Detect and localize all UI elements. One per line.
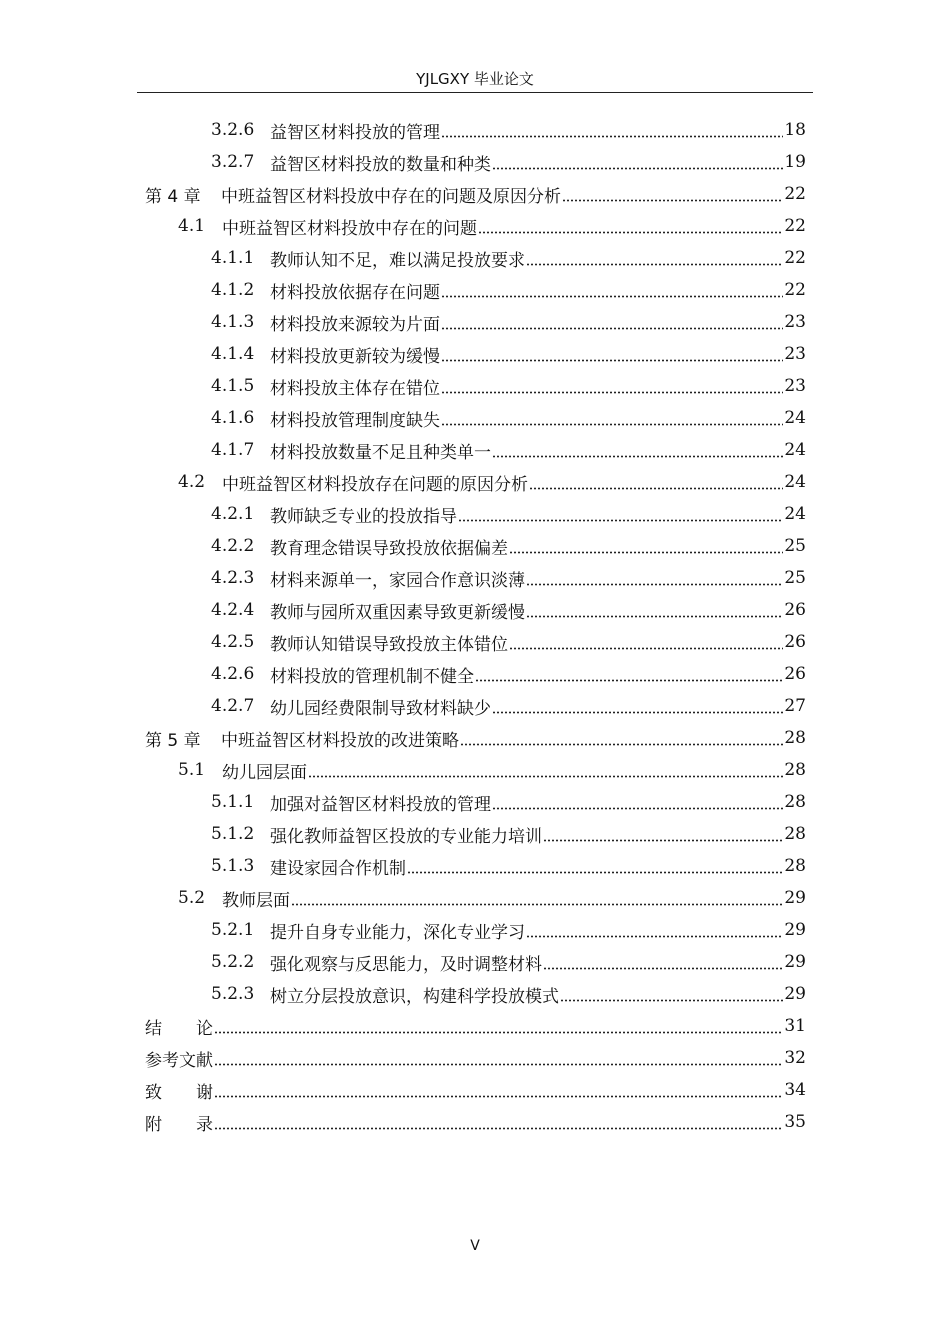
- toc-dot-leader: [214, 1127, 783, 1130]
- toc-entry-page: 28: [784, 728, 806, 748]
- toc-entry-number: 4.2: [178, 472, 206, 492]
- toc-entry-number: 5.2.3: [211, 984, 255, 1004]
- toc-entry[interactable]: [211, 242, 806, 274]
- toc-entry[interactable]: [211, 114, 806, 146]
- toc-dot-leader: [526, 615, 783, 618]
- toc-entry-page: 32: [784, 1048, 806, 1068]
- toc-dot-leader: [529, 487, 783, 490]
- toc-dot-leader: [492, 455, 783, 458]
- toc-dot-leader: [478, 231, 783, 234]
- toc-entry-title: 教师认知不足，难以满足投放要求: [270, 250, 525, 271]
- toc-entry-page: 23: [784, 376, 806, 396]
- toc-entry-number: 5.2.2: [211, 952, 255, 972]
- toc-entry-title: 材料投放的管理机制不健全: [270, 666, 474, 687]
- toc-entry-page: 22: [784, 216, 806, 236]
- toc-entry-title: 幼儿园经费限制导致材料缺少: [270, 698, 491, 719]
- toc-entry-page: 18: [784, 120, 806, 140]
- toc-entry-title: 材料投放管理制度缺失: [270, 410, 440, 431]
- toc-entry-page: 19: [784, 152, 806, 172]
- toc-entry[interactable]: [178, 882, 806, 914]
- toc-entry-title: 中班益智区材料投放的改进策略: [221, 730, 459, 751]
- toc-entry-title: 材料投放更新较为缓慢: [270, 346, 440, 367]
- toc-entry-number: 4.1.3: [211, 312, 255, 332]
- toc-entry-page: 31: [784, 1016, 806, 1036]
- toc-dot-leader: [458, 519, 783, 522]
- toc-dot-leader: [441, 295, 783, 298]
- toc-dot-leader: [492, 711, 783, 714]
- toc-dot-leader: [441, 327, 783, 330]
- toc-entry[interactable]: [211, 498, 806, 530]
- toc-dot-leader: [562, 199, 783, 202]
- toc-entry-title: 结 论: [145, 1018, 213, 1039]
- toc-entry-page: 24: [784, 472, 806, 492]
- toc-entry-page: 23: [784, 312, 806, 332]
- toc-entry-page: 26: [784, 632, 806, 652]
- toc-entry-title: 教师缺乏专业的投放指导: [270, 506, 457, 527]
- toc-entry-number: 4.2.1: [211, 504, 255, 524]
- toc-entry-page: 29: [784, 984, 806, 1004]
- toc-dot-leader: [407, 871, 783, 874]
- toc-dot-leader: [214, 1031, 783, 1034]
- toc-entry[interactable]: [211, 658, 806, 690]
- toc-entry-number: 4.2.2: [211, 536, 255, 556]
- toc-entry-page: 28: [784, 824, 806, 844]
- toc-dot-leader: [492, 807, 783, 810]
- toc-entry-title: 幼儿园层面: [222, 762, 307, 783]
- toc-entry[interactable]: [211, 402, 806, 434]
- running-header-title: YJLGXY 毕业论文: [416, 70, 534, 88]
- toc-entry[interactable]: [211, 946, 806, 978]
- toc-entry-title: 材料投放数量不足且种类单一: [270, 442, 491, 463]
- toc-entry-title: 材料投放主体存在错位: [270, 378, 440, 399]
- toc-entry-title: 中班益智区材料投放中存在的问题及原因分析: [221, 186, 561, 207]
- toc-entry-title: 参考文献: [145, 1050, 213, 1071]
- toc-entry-title: 加强对益智区材料投放的管理: [270, 794, 491, 815]
- toc-entry-title: 教师层面: [222, 890, 290, 911]
- toc-entry-page: 29: [784, 888, 806, 908]
- toc-entry-title: 中班益智区材料投放中存在的问题: [222, 218, 477, 239]
- toc-entry-page: 22: [784, 184, 806, 204]
- toc-entry-page: 28: [784, 792, 806, 812]
- toc-entry-number: 4.2.3: [211, 568, 255, 588]
- toc-entry[interactable]: [211, 338, 806, 370]
- toc-entry[interactable]: [211, 626, 806, 658]
- toc-entry[interactable]: [211, 914, 806, 946]
- toc-entry-page: 25: [784, 568, 806, 588]
- toc-dot-leader: [441, 359, 783, 362]
- toc-entry-title: 致 谢: [145, 1082, 213, 1103]
- toc-entry-number: 4.2.4: [211, 600, 255, 620]
- toc-entry-page: 27: [784, 696, 806, 716]
- toc-entry-page: 22: [784, 280, 806, 300]
- toc-entry-number: 5.2.1: [211, 920, 255, 940]
- toc-entry-number: 3.2.6: [211, 120, 255, 140]
- toc-entry-title: 益智区材料投放的数量和种类: [270, 154, 491, 175]
- toc-dot-leader: [560, 999, 783, 1002]
- toc-entry-number: 5.2: [178, 888, 206, 908]
- toc-entry-page: 24: [784, 408, 806, 428]
- toc-entry-title: 教育理念错误导致投放依据偏差: [270, 538, 508, 559]
- toc-entry-page: 28: [784, 760, 806, 780]
- toc-entry-title: 建设家园合作机制: [270, 858, 406, 879]
- toc-entry-number: 5.1.1: [211, 792, 255, 812]
- toc-entry[interactable]: [211, 274, 806, 306]
- toc-dot-leader: [475, 679, 783, 682]
- toc-entry[interactable]: [211, 562, 806, 594]
- toc-entry-title: 教师与园所双重因素导致更新缓慢: [270, 602, 525, 623]
- toc-entry-number: 5.1: [178, 760, 206, 780]
- toc-dot-leader: [441, 391, 783, 394]
- toc-dot-leader: [214, 1095, 783, 1098]
- toc-entry-number: 5.1.3: [211, 856, 255, 876]
- toc-entry[interactable]: [145, 1010, 806, 1042]
- toc-entry-title: 益智区材料投放的管理: [270, 122, 440, 143]
- toc-entry-number: 4.1.4: [211, 344, 255, 364]
- toc-entry-number: 4.1: [178, 216, 206, 236]
- toc-dot-leader: [441, 423, 783, 426]
- toc-entry-number: 第 5 章: [145, 730, 201, 751]
- toc-entry-number: 4.2.5: [211, 632, 255, 652]
- toc-entry[interactable]: [211, 146, 806, 178]
- toc-dot-leader: [543, 839, 783, 842]
- toc-dot-leader: [526, 263, 783, 266]
- toc-dot-leader: [308, 775, 783, 778]
- toc-entry-page: 23: [784, 344, 806, 364]
- toc-entry-title: 教师认知错误导致投放主体错位: [270, 634, 508, 655]
- toc-entry[interactable]: [211, 690, 806, 722]
- toc-entry[interactable]: [145, 178, 806, 210]
- toc-entry-page: 24: [784, 440, 806, 460]
- toc-entry[interactable]: [211, 978, 806, 1010]
- toc-entry-title: 附 录: [145, 1114, 213, 1135]
- toc-entry-page: 26: [784, 664, 806, 684]
- toc-entry-title: 材料投放来源较为片面: [270, 314, 440, 335]
- toc-entry-page: 29: [784, 920, 806, 940]
- toc-entry-page: 24: [784, 504, 806, 524]
- toc-entry-title: 强化教师益智区投放的专业能力培训: [270, 826, 542, 847]
- toc-entry-number: 4.1.7: [211, 440, 255, 460]
- toc-dot-leader: [460, 743, 783, 746]
- toc-entry-page: 22: [784, 248, 806, 268]
- toc-entry-title: 树立分层投放意识，构建科学投放模式: [270, 986, 559, 1007]
- toc-dot-leader: [441, 135, 783, 138]
- toc-entry[interactable]: [211, 306, 806, 338]
- toc-entry-page: 28: [784, 856, 806, 876]
- toc-entry[interactable]: [145, 1106, 806, 1138]
- toc-entry[interactable]: [178, 466, 806, 498]
- toc-entry-number: 4.1.1: [211, 248, 255, 268]
- toc-entry-number: 4.2.6: [211, 664, 255, 684]
- toc-entry-title: 中班益智区材料投放存在问题的原因分析: [222, 474, 528, 495]
- toc-entry[interactable]: [211, 370, 806, 402]
- toc-entry-page: 34: [784, 1080, 806, 1100]
- header-divider: [137, 92, 813, 93]
- toc-entry[interactable]: [145, 722, 806, 754]
- toc-entry[interactable]: [211, 818, 806, 850]
- toc-entry-number: 4.1.6: [211, 408, 255, 428]
- toc-dot-leader: [526, 583, 783, 586]
- toc-entry[interactable]: [211, 594, 806, 626]
- toc-entry-page: 29: [784, 952, 806, 972]
- toc-entry[interactable]: [211, 434, 806, 466]
- toc-entry-title: 材料投放依据存在问题: [270, 282, 440, 303]
- toc-entry-page: 35: [784, 1112, 806, 1132]
- toc-entry[interactable]: [145, 1074, 806, 1106]
- page-number: V: [470, 1238, 480, 1254]
- toc-entry-number: 4.2.7: [211, 696, 255, 716]
- toc-entry[interactable]: [178, 754, 806, 786]
- toc-entry-number: 4.1.2: [211, 280, 255, 300]
- toc-entry[interactable]: [211, 850, 806, 882]
- toc-entry-title: 材料来源单一，家园合作意识淡薄: [270, 570, 525, 591]
- toc-dot-leader: [526, 935, 783, 938]
- toc-entry-number: 3.2.7: [211, 152, 255, 172]
- toc-entry[interactable]: [211, 530, 806, 562]
- toc-entry-page: 25: [784, 536, 806, 556]
- toc-dot-leader: [291, 903, 783, 906]
- toc-entry[interactable]: [211, 786, 806, 818]
- toc-entry-number: 5.1.2: [211, 824, 255, 844]
- toc-entry[interactable]: [145, 1042, 806, 1074]
- toc-dot-leader: [509, 647, 783, 650]
- toc-dot-leader: [543, 967, 783, 970]
- toc-dot-leader: [214, 1063, 783, 1066]
- toc-entry-page: 26: [784, 600, 806, 620]
- toc-entry-title: 提升自身专业能力，深化专业学习: [270, 922, 525, 943]
- toc-dot-leader: [492, 167, 783, 170]
- toc-entry-number: 4.1.5: [211, 376, 255, 396]
- toc-entry-number: 第 4 章: [145, 186, 201, 207]
- toc-entry-title: 强化观察与反思能力，及时调整材料: [270, 954, 542, 975]
- toc-dot-leader: [509, 551, 783, 554]
- toc-entry[interactable]: [178, 210, 806, 242]
